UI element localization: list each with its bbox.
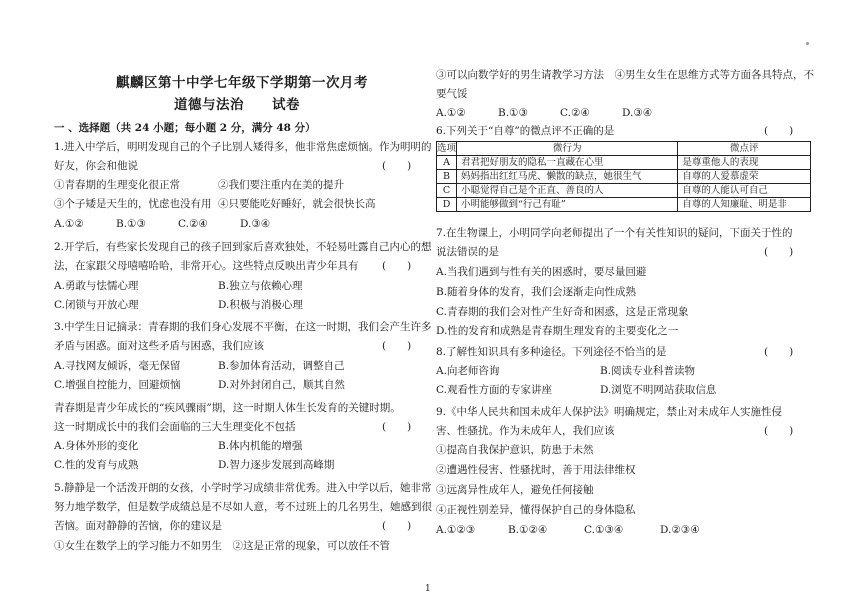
q5-answer-paren: ( ): [382, 520, 412, 532]
q1-stem-line-1: 1.进入中学后，明明发现自己的个子比别人矮得多，他非常焦虑烦恼。作为明明的: [54, 141, 432, 153]
table-header-cell: 选项: [437, 142, 457, 154]
q3-stem-line-2: 矛盾与困惑。面对这些矛盾与困惑，我们应该: [54, 340, 264, 352]
q5-choice-c: C.②④: [560, 107, 590, 119]
q2-stem-line-1: 2.开学后，有些家长发现自己的孩子回到家后喜欢独处，不轻易吐露自己内心的想: [54, 241, 432, 253]
q4-choice-d: D.智力逐步发展到高峰期: [218, 459, 335, 471]
q2-choice-b: B.独立与依赖心理: [218, 280, 303, 292]
q3-stem-line-1: 3.中学生日记摘录：青春期的我们身心发展不平衡，在这一时期，我们会产生许多: [54, 321, 432, 333]
q4-choice-b: B.体内机能的增强: [218, 440, 303, 452]
q9-choice-b: B.①②④: [508, 524, 548, 536]
q7-stem-line-1: 7.在生物课上，小明同学向老师提出了一个有关性知识的疑问，下面关于性的: [436, 227, 793, 239]
q7-stem-line-2: 说法错误的是: [436, 246, 499, 258]
table-row: [437, 184, 811, 198]
q5-option-line-1: ①女生在数学上的学习能力不如男生 ②这是正常的现象，可以放任不管: [54, 540, 390, 552]
q8-stem: 8.了解性知识具有多种途径。下列途径不恰当的是: [436, 346, 667, 358]
table-header-cell: 微行为: [457, 142, 678, 156]
table-cell: 自尊的人知廉耻、明是非: [678, 198, 811, 212]
section-heading: 一 、选择题（共 24 小题；每小题 2 分，满分 48 分）: [54, 122, 316, 134]
table-cell: B: [437, 170, 457, 184]
q5-option-line-3: 要气馁: [436, 88, 468, 100]
table-header-cell: 微点评: [678, 142, 811, 156]
table-cell: 妈妈指出红红马虎、懒散的缺点，她很生气: [457, 170, 678, 184]
q1-option-4: ④只要能吃好睡好，就会很快长高: [218, 198, 376, 210]
q1-choice-d: D.③④: [240, 218, 271, 230]
q6-answer-paren: ( ): [764, 125, 794, 137]
q2-stem-line-2: 法，在家跟父母嘻嘻哈哈，非常开心。这些特点反映出青少年具有: [54, 260, 359, 272]
table-cell: 君君把好朋友的隐私一直藏在心里: [457, 156, 678, 170]
q1-stem-line-2: 好友，你会和他说: [54, 160, 138, 172]
table-header-row: [437, 142, 811, 156]
q1-option-2: ②我们要注重内在美的提升: [218, 179, 344, 191]
q9-choice-a: A.①②③: [436, 524, 476, 536]
q3-answer-paren: ( ): [382, 340, 412, 352]
q7-choice-c: C.青春期的我们会对性产生好奇和困惑，这是正常现象: [436, 306, 689, 318]
q1-choice-b: B.①③: [116, 218, 146, 230]
q5-option-line-2: ③可以向数学好的男生请教学习方法 ④男生女生在思维方式等方面各具特点，不: [436, 69, 814, 81]
q3-choice-d: D.对外封闭自己，顺其自然: [218, 379, 345, 391]
q9-stem-line-2: 害、性骚扰。作为未成年人，我们应该: [436, 425, 615, 437]
q9-choice-d: D.②③④: [660, 524, 700, 536]
scan-speck: [806, 42, 809, 45]
q9-choice-c: C.①③④: [584, 524, 624, 536]
q9-answer-paren: ( ): [764, 425, 794, 437]
q1-option-3: ③个子矮是天生的，忧虑也没有用: [54, 198, 212, 210]
q3-choice-b: B.参加体育活动，调整自己: [218, 360, 345, 372]
table-cell: C: [437, 184, 457, 198]
q6-table: [436, 141, 811, 212]
q9-option-2: ②遭遇性侵害、性骚扰时，善于用法律维权: [436, 464, 636, 476]
q5-stem-line-2: 努力地学数学，但是数学成绩总是不尽如人意，考不过班上的几名男生，她感到很: [54, 501, 432, 513]
q1-option-1: ①青春期的生理变化很正常: [54, 179, 180, 191]
table-row: [437, 156, 811, 170]
q1-answer-paren: ( ): [382, 160, 412, 172]
q8-choice-c: C.观看性方面的专家讲座: [436, 384, 552, 396]
page-number: 1: [425, 584, 431, 594]
table-row: [437, 170, 811, 184]
table-cell: 自尊的人能认可自己: [678, 184, 811, 198]
q4-choice-a: A.身体外形的变化: [54, 440, 139, 452]
q3-choice-a: A.寻找网友倾诉，毫无保留: [54, 360, 181, 372]
q8-answer-paren: ( ): [764, 346, 794, 358]
q5-choice-b: B.①③: [498, 107, 528, 119]
q1-choice-a: A.①②: [54, 218, 84, 230]
q8-choice-b: B.阅读专业科普读物: [600, 365, 696, 377]
q6-stem: 6.下列关于“自尊”的微点评不正确的是: [436, 125, 615, 137]
q9-option-4: ④正视性别差异，懂得保护自己的身体隐私: [436, 504, 636, 516]
q2-choice-a: A.勇敢与怯懦心理: [54, 280, 139, 292]
q7-choice-d: D.性的发育和成熟是青春期生理发育的主要变化之一: [436, 325, 679, 337]
table-cell: D: [437, 198, 457, 212]
q8-choice-a: A.向老师咨询: [436, 365, 500, 377]
q5-stem-line-1: 5.静静是一个活泼开朗的女孩，小学时学习成绩非常优秀。进入中学以后，她非常: [54, 482, 432, 494]
table-cell: 是尊重他人的表现: [678, 156, 811, 170]
table-cell: 小明能够做到“行己有耻”: [457, 198, 678, 212]
q7-choice-a: A.当我们遇到与性有关的困惑时，要尽量回避: [436, 266, 647, 278]
q7-answer-paren: ( ): [764, 246, 794, 258]
table-row: [437, 198, 811, 212]
q4-choice-c: C.性的发育与成熟: [54, 459, 139, 471]
q1-choice-c: C.②④: [178, 218, 208, 230]
q5-stem-line-3: 苦恼。面对静静的苦恼，你的建议是: [54, 520, 222, 532]
table-cell: 小聪觉得自己是个正直、善良的人: [457, 184, 678, 198]
q9-option-1: ①提高自我保护意识，防患于未然: [436, 444, 594, 456]
q2-answer-paren: ( ): [382, 260, 412, 272]
q4-answer-paren: ( ): [382, 421, 412, 433]
exam-subtitle: 道德与法治 试卷: [174, 97, 300, 113]
q9-stem-line-1: 9.《中华人民共和国未成年人保护法》明确规定，禁止对未成年人实施性侵: [436, 406, 783, 418]
table-cell: 自尊的人爱慕虚荣: [678, 170, 811, 184]
q3-choice-c: C.增强自控能力，回避烦恼: [54, 379, 181, 391]
q7-choice-b: B.随着身体的发育，我们会逐渐走向性成熟: [436, 286, 637, 298]
q4-stem-line-1: 青春期是青少年成长的“疾风骤雨”期，这一时期人体生长发育的关键时期。: [54, 402, 401, 414]
q8-choice-d: D.浏览不明网站获取信息: [600, 384, 717, 396]
q4-stem-line-2: 这一时期成长中的我们会面临的三大生理变化不包括: [54, 421, 296, 433]
q2-choice-d: D.积极与消极心理: [218, 299, 303, 311]
exam-title: 麒麟区第十中学七年级下学期第一次月考: [116, 75, 368, 91]
q2-choice-c: C.闭锁与开放心理: [54, 299, 139, 311]
table-cell: A: [437, 156, 457, 170]
q9-option-3: ③远离异性成年人，避免任何接触: [436, 484, 594, 496]
q5-choice-a: A.①②: [436, 107, 466, 119]
q5-choice-d: D.③④: [622, 107, 653, 119]
